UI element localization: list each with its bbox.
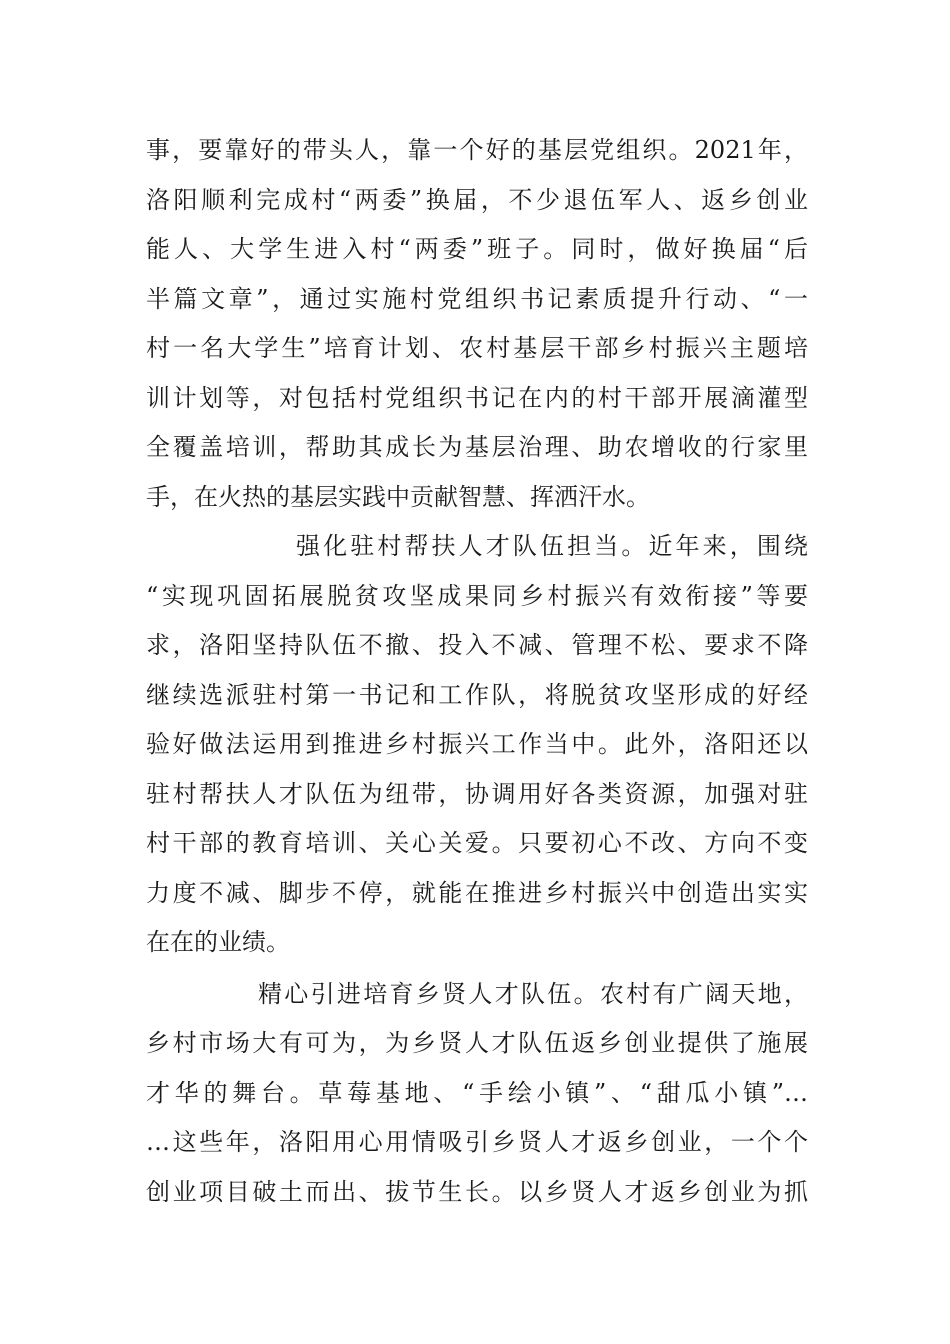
paragraph-line: 在在的业绩。 xyxy=(146,928,290,956)
paragraph-line: “实现巩固拓展脱贫攻坚成果同乡村振兴有效衔接”等要 xyxy=(146,581,808,610)
paragraph-line: 创业项目破土而出、拔节生长。以乡贤人才返乡创业为抓 xyxy=(146,1177,808,1206)
paragraph-line: 事，要靠好的带头人，靠一个好的基层党组织。2021年， xyxy=(146,136,808,164)
paragraph-line: 训计划等，对包括村党组织书记在内的村干部开展滴灌型 xyxy=(146,383,808,412)
paragraph-line: 驻村帮扶人才队伍为纽带，协调用好各类资源，加强对驻 xyxy=(146,779,808,808)
paragraph-2 xyxy=(146,522,808,968)
paragraph-line: 全覆盖培训，帮助其成长为基层治理、助农增收的行家里 xyxy=(146,433,808,461)
paragraph-line: 能人、大学生进入村“两委”班子。同时，做好换届“后 xyxy=(146,235,808,263)
paragraph-line: 村干部的教育培训、关心关爱。只要初心不改、方向不变 xyxy=(146,829,808,857)
paragraph-3 xyxy=(146,970,808,1218)
paragraph-line: 求，洛阳坚持队伍不撤、投入不减、管理不松、要求不降 xyxy=(146,631,808,659)
paragraph-line: …这些年，洛阳用心用情吸引乡贤人才返乡创业，一个个 xyxy=(146,1128,808,1156)
paragraph-line: 才华的舞台。草莓基地、“手绘小镇”、“甜瓜小镇”… xyxy=(146,1078,808,1107)
paragraph-line: 洛阳顺利完成村“两委”换届，不少退伍军人、返乡创业 xyxy=(146,185,808,214)
document-body xyxy=(146,126,808,1217)
paragraph-line: 半篇文章”，通过实施村党组织书记素质提升行动、“一 xyxy=(146,284,808,313)
paragraph-heading-line: 精心引进培育乡贤人才队伍。农村有广阔天地， xyxy=(258,979,808,1008)
paragraph-line: 手，在火热的基层实践中贡献智慧、挥洒汗水。 xyxy=(146,482,650,511)
paragraph-heading-line: 强化驻村帮扶人才队伍担当。近年来，围绕 xyxy=(296,532,808,560)
paragraph-line: 验好做法运用到推进乡村振兴工作当中。此外，洛阳还以 xyxy=(146,730,808,758)
paragraph-line: 乡村市场大有可为，为乡贤人才队伍返乡创业提供了施展 xyxy=(146,1029,808,1057)
paragraph-line: 村一名大学生”培育计划、农村基层干部乡村振兴主题培 xyxy=(146,334,808,362)
paragraph-line: 继续选派驻村第一书记和工作队，将脱贫攻坚形成的好经 xyxy=(146,680,808,709)
paragraph-1 xyxy=(146,126,808,522)
paragraph-line: 力度不减、脚步不停，就能在推进乡村振兴中创造出实实 xyxy=(146,878,808,907)
